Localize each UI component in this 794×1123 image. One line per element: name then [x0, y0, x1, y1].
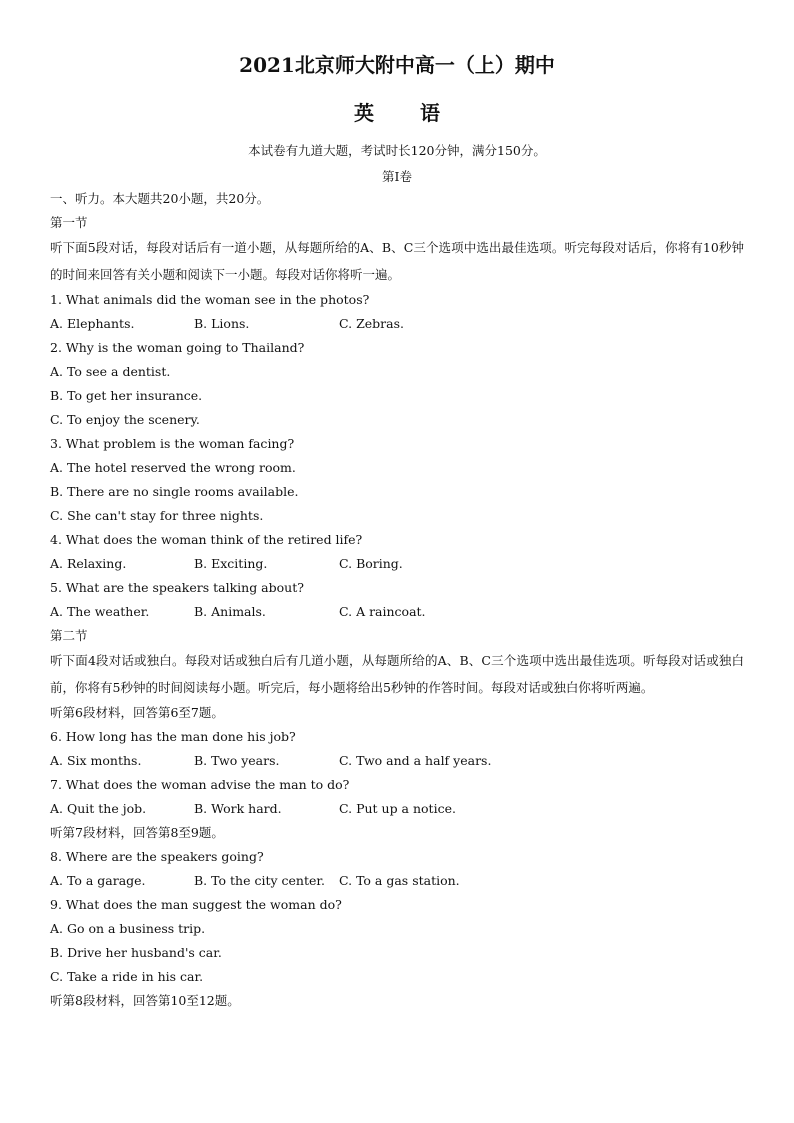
option-a: A. Quit the job. — [50, 801, 147, 816]
option-c: C. Boring. — [339, 556, 403, 571]
question-options — [50, 869, 744, 893]
question-stem: 9. What does the man suggest the woman do? — [50, 897, 342, 912]
question-stem: 5. What are the speakers talking about? — [50, 580, 304, 595]
volume-label: 第I卷 — [382, 169, 412, 184]
question-stem: 8. Where are the speakers going? — [50, 849, 264, 864]
exam-intro: 本试卷有九道大题，考试时长120分钟，满分150分。 — [248, 143, 546, 158]
section-instruction: 听下面5段对话，每段对话后有一道小题，从每题所给的A、B、C三个选项中选出最佳选项。听完每段对话后，你将有10秒钟的时间来回答有关小题和阅读下一小题。每段对话你将听一遍。 — [50, 240, 744, 282]
question-options — [50, 749, 744, 773]
option-b: B. Lions. — [194, 316, 250, 331]
option-c: C. Put up a notice. — [339, 801, 456, 816]
option-c: C. A raincoat. — [339, 604, 426, 619]
option-b: B. Animals. — [194, 604, 266, 619]
option-a: A. Go on a business trip. — [50, 921, 206, 936]
material-heading: 听第6段材料，回答第6至7题。 — [50, 705, 224, 720]
option-a: A. The weather. — [50, 604, 150, 619]
part-heading: 一、听力。本大题共20小题，共20分。 — [50, 191, 270, 206]
subject-char-1: 英 — [354, 101, 374, 125]
question-stem: 6. How long has the man done his job? — [50, 729, 296, 744]
option-b: B. To the city center. — [194, 873, 325, 888]
question-stem: 2. Why is the woman going to Thailand? — [50, 340, 305, 355]
option-c: C. To enjoy the scenery. — [50, 412, 200, 427]
option-c: C. Zebras. — [339, 316, 404, 331]
subject-title — [50, 99, 744, 127]
material-heading: 听第7段材料，回答第8至9题。 — [50, 825, 224, 840]
option-b: B. Exciting. — [194, 556, 268, 571]
option-b: B. Drive her husband's car. — [50, 945, 222, 960]
option-a: A. To a garage. — [50, 873, 146, 888]
section-instruction: 听下面4段对话或独白。每段对话或独白后有几道小题，从每题所给的A、B、C三个选项中选出最佳选项。听每段对话或独白前，你将有5秒钟的时间阅读每小题。听完后，每小题将给出5秒钟的作答时间。每段对话或独白你将听两遍。 — [50, 653, 744, 695]
option-c: C. Take a ride in his car. — [50, 969, 204, 984]
exam-title: 2021北京师大附中高一（上）期中 — [239, 53, 555, 77]
question-stem: 3. What problem is the woman facing? — [50, 436, 295, 451]
option-c: C. To a gas station. — [339, 873, 460, 888]
option-a: A. Six months. — [50, 753, 142, 768]
option-b: B. Two years. — [194, 753, 280, 768]
question-options — [50, 552, 744, 576]
option-a: A. Relaxing. — [50, 556, 127, 571]
option-a: A. The hotel reserved the wrong room. — [50, 460, 296, 475]
option-b: B. There are no single rooms available. — [50, 484, 299, 499]
question-options — [50, 312, 744, 336]
question-options — [50, 600, 744, 624]
question-stem: 4. What does the woman think of the retired life? — [50, 532, 363, 547]
option-a: A. Elephants. — [50, 316, 135, 331]
section-label: 第一节 — [50, 215, 88, 230]
option-a: A. To see a dentist. — [50, 364, 171, 379]
option-c: C. She can't stay for three nights. — [50, 508, 264, 523]
question-stem: 7. What does the woman advise the man to do? — [50, 777, 350, 792]
question-stem: 1. What animals did the woman see in the photos? — [50, 292, 370, 307]
material-heading: 听第8段材料，回答第10至12题。 — [50, 993, 240, 1008]
option-c: C. Two and a half years. — [339, 753, 492, 768]
option-b: B. To get her insurance. — [50, 388, 203, 403]
option-b: B. Work hard. — [194, 801, 282, 816]
subject-char-2: 语 — [420, 101, 440, 125]
question-options — [50, 797, 744, 821]
section-label: 第二节 — [50, 628, 88, 643]
